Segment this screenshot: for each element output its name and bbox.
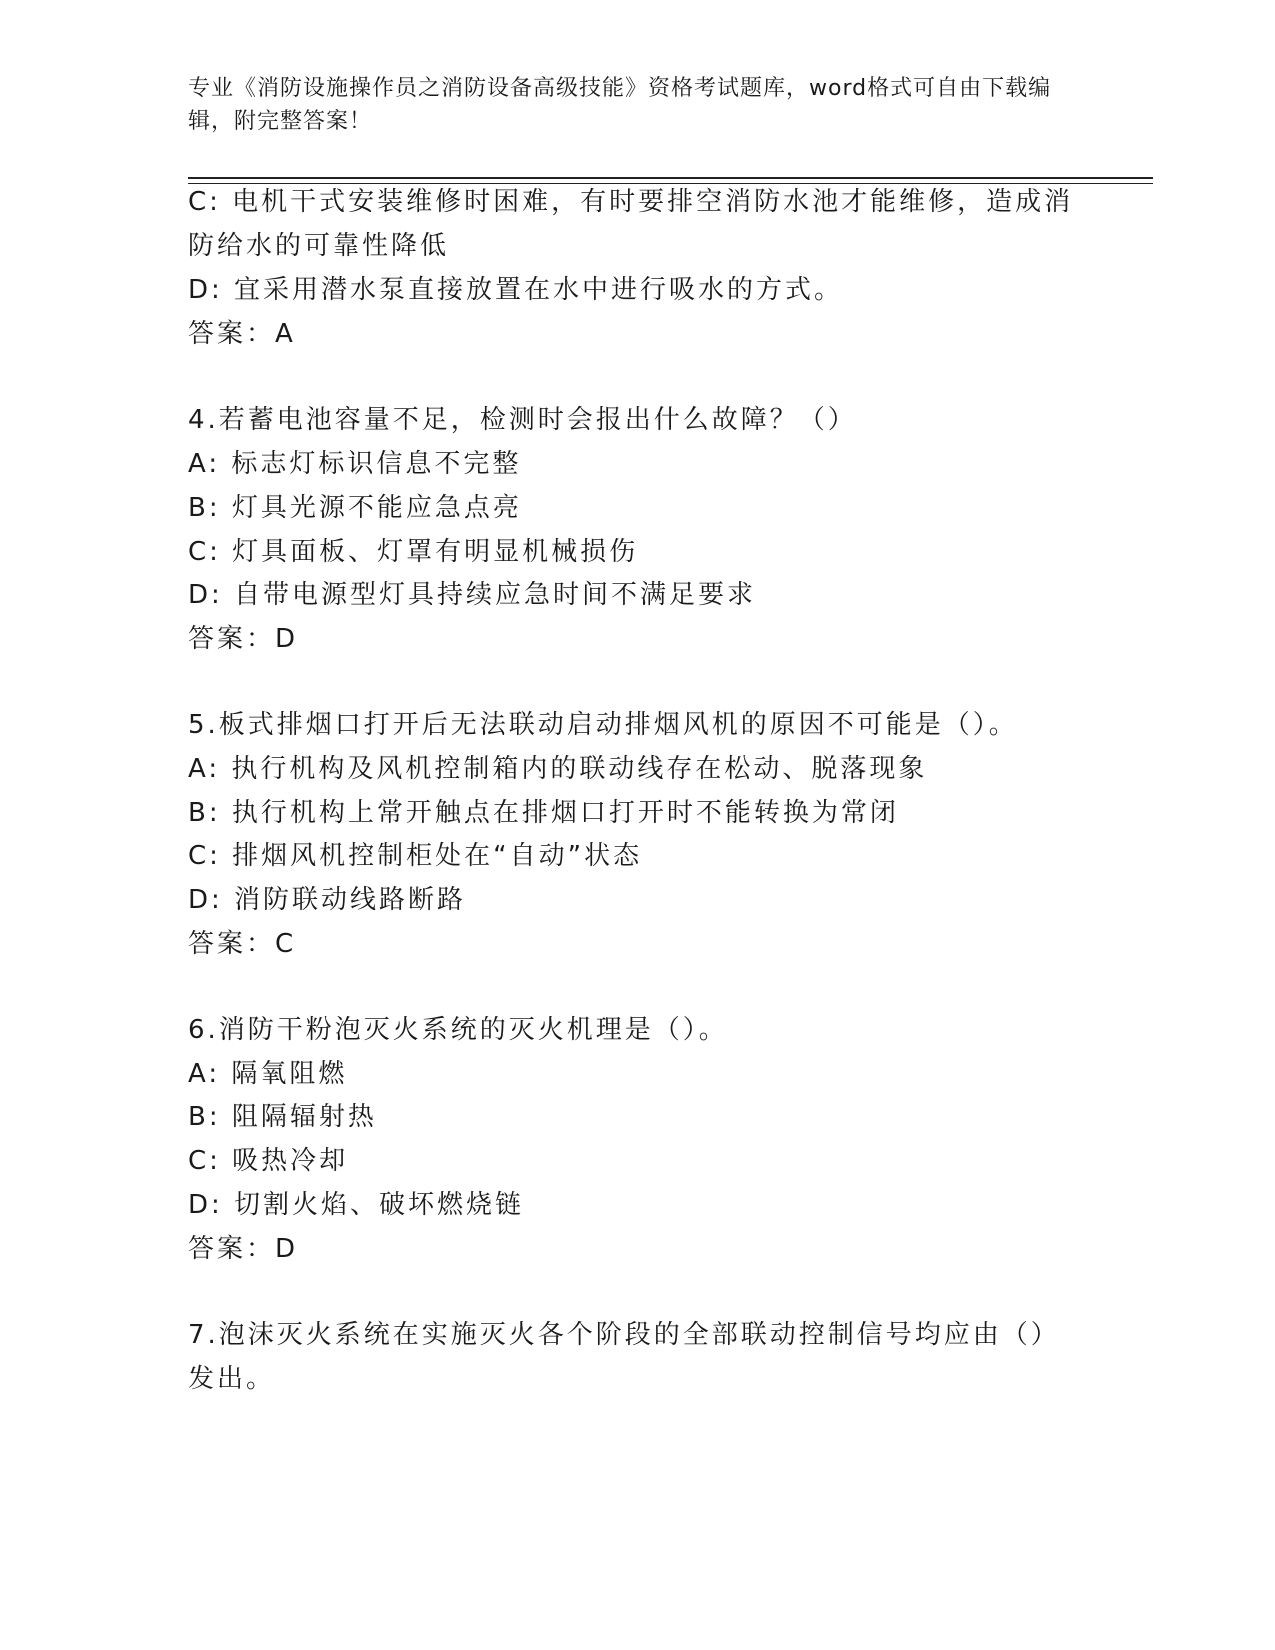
q6-option-a: A: 隔氧阻燃 — [188, 1059, 348, 1089]
q7-stem-line2: 发出。 — [188, 1364, 276, 1394]
header-divider-thick — [188, 177, 1153, 179]
q5-stem: 5.板式排烟口打开后无法联动启动排烟风机的原因不可能是（）。 — [188, 710, 1018, 740]
q3-answer: 答案：A — [188, 319, 296, 349]
q4-option-d: D: 自带电源型灯具持续应急时间不满足要求 — [188, 580, 757, 610]
q6-option-c: C: 吸热冷却 — [188, 1146, 349, 1176]
document-header: 专业《消防设施操作员之消防设备高级技能》资格考试题库，word格式可自由下载编辑，附完整答案！ — [188, 76, 1052, 134]
q4-option-a: A: 标志灯标识信息不完整 — [188, 449, 522, 479]
q5-option-c: C: 排烟风机控制柜处在“自动”状态 — [188, 841, 643, 871]
q4-option-b: B: 灯具光源不能应急点亮 — [188, 493, 522, 523]
q5-answer: 答案：C — [188, 929, 297, 959]
q6-option-d: D: 切割火焰、破坏燃烧链 — [188, 1190, 525, 1220]
q5-option-a: A: 执行机构及风机控制箱内的联动线存在松动、脱落现象 — [188, 754, 928, 784]
q6-answer: 答案：D — [188, 1234, 299, 1264]
q3-option-c-line2: 防给水的可靠性降低 — [188, 231, 450, 261]
q6-option-b: B: 阻隔辐射热 — [188, 1102, 377, 1132]
q6-stem: 6.消防干粉泡灭火系统的灭火机理是（）。 — [188, 1015, 728, 1045]
q4-answer: 答案：D — [188, 624, 299, 654]
q5-option-d: D: 消防联动线路断路 — [188, 885, 467, 915]
q3-option-c-line1: C: 电机干式安装维修时困难，有时要排空消防水池才能维修，造成消 — [188, 187, 1074, 217]
q7-stem-line1: 7.泡沫灭火系统在实施灭火各个阶段的全部联动控制信号均应由（） — [188, 1320, 1060, 1350]
q4-stem: 4.若蓄电池容量不足，检测时会报出什么故障？（） — [188, 405, 857, 435]
q3-option-d: D: 宜采用潜水泵直接放置在水中进行吸水的方式。 — [188, 275, 844, 305]
q4-option-c: C: 灯具面板、灯罩有明显机械损伤 — [188, 537, 639, 567]
q5-option-b: B: 执行机构上常开触点在排烟口打开时不能转换为常闭 — [188, 798, 899, 828]
